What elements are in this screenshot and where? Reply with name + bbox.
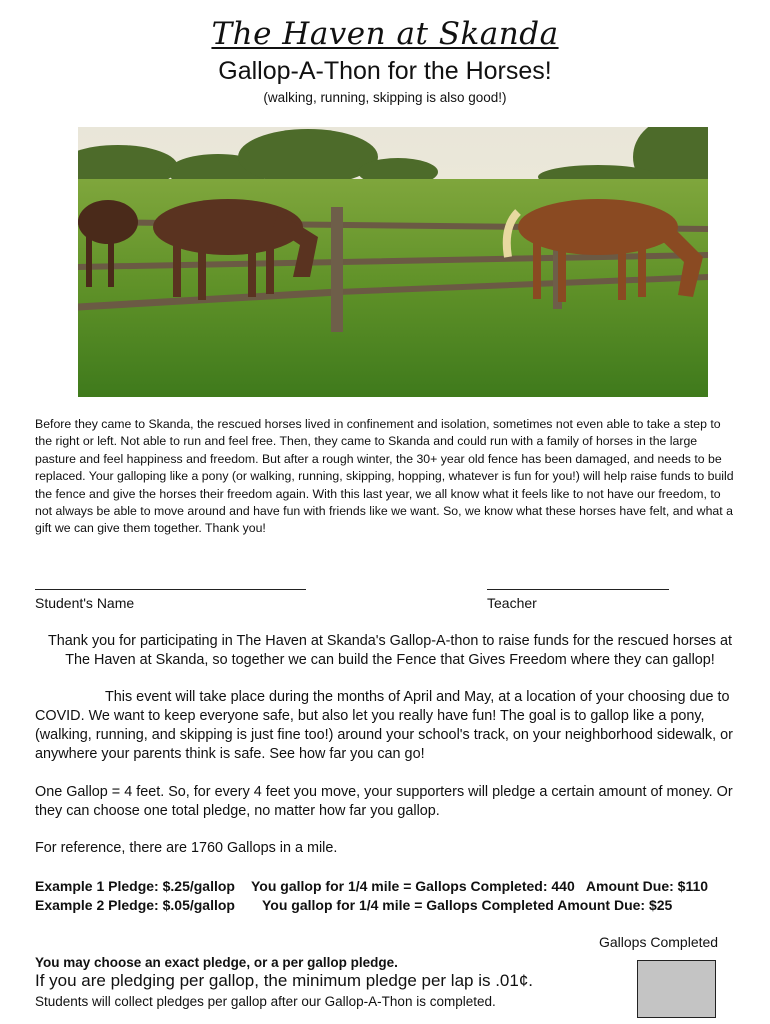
student-name-line[interactable] [35, 589, 306, 590]
horses-pasture-photo [78, 127, 708, 397]
example-2-detail: You gallop for 1/4 mile = Gallops Completed Amount Due: $25 [262, 897, 673, 913]
tagline: (walking, running, skipping is also good!) [263, 90, 507, 105]
intro-paragraph: Before they came to Skanda, the rescued horses lived in confinement and isolation, sometimes not even able to take a step to the right or left. Not able to run and feel free. Then, they came to Skanda and could run with a family of horses in the large pasture and feel happiness and freedom. But after a rough winter, the 30+ year old fence has been damaged, and needs to be replaced. Your galloping like a pony (or walking, running, skipping, hopping, whatever is fun for you!) will help raise funds to build the fence and give the horses their freedom again. With this last year, we all know what it feels like to not have our freedom, to not always be able to move around and have fun with friends like we want. So, we know what these horses have felt, and what a gift we can give them together. Thank you! [35, 417, 734, 536]
collection-note: Students will collect pledges per gallop after our Gallop-A-Thon is completed. [35, 994, 496, 1009]
thanks-paragraph: Thank you for participating in The Haven at Skanda's Gallop-A-thon to raise funds for the rescued horses at The Haven at Skanda, so together we can build the Fence that Gives Freedom where they can gallop! [47, 633, 733, 668]
gallops-completed-box[interactable] [637, 960, 716, 1018]
gallop-definition: One Gallop = 4 feet. So, for every 4 feet you move, your supporters will pledge a certain amount of money. Or they can choose one total pledge, no matter how far you gallop. [35, 784, 733, 819]
example-1-detail: You gallop for 1/4 mile = Gallops Completed: 440 Amount Due: $110 [251, 878, 709, 894]
example-1-pledge: Example 1 Pledge: $.25/gallop [35, 878, 235, 894]
teacher-line[interactable] [487, 589, 669, 590]
pledge-choice-note: You may choose an exact pledge, or a per gallop pledge. [35, 955, 398, 970]
student-name-label: Student's Name [35, 595, 135, 611]
teacher-label: Teacher [487, 595, 537, 611]
example-2-pledge: Example 2 Pledge: $.05/gallop [35, 897, 235, 913]
minimum-pledge-note: If you are pledging per gallop, the minimum pledge per lap is .01¢. [35, 971, 534, 990]
event-subtitle: Gallop-A-Thon for the Horses! [218, 57, 552, 85]
page-title: The Haven at Skanda [211, 16, 559, 52]
gallops-completed-label: Gallops Completed [599, 934, 719, 950]
reference-line: For reference, there are 1760 Gallops in a mile. [35, 840, 338, 856]
event-paragraph: This event will take place during the months of April and May, at a location of your choosing due to COVID. We want to keep everyone safe, but also let you really have fun! The goal is to gallop like a pony, (walking, running, and skipping is just fine too!) around your school's track, on your neighborhood sidewalk, or anywhere your parents think is safe. See how far you can go! [35, 689, 733, 762]
